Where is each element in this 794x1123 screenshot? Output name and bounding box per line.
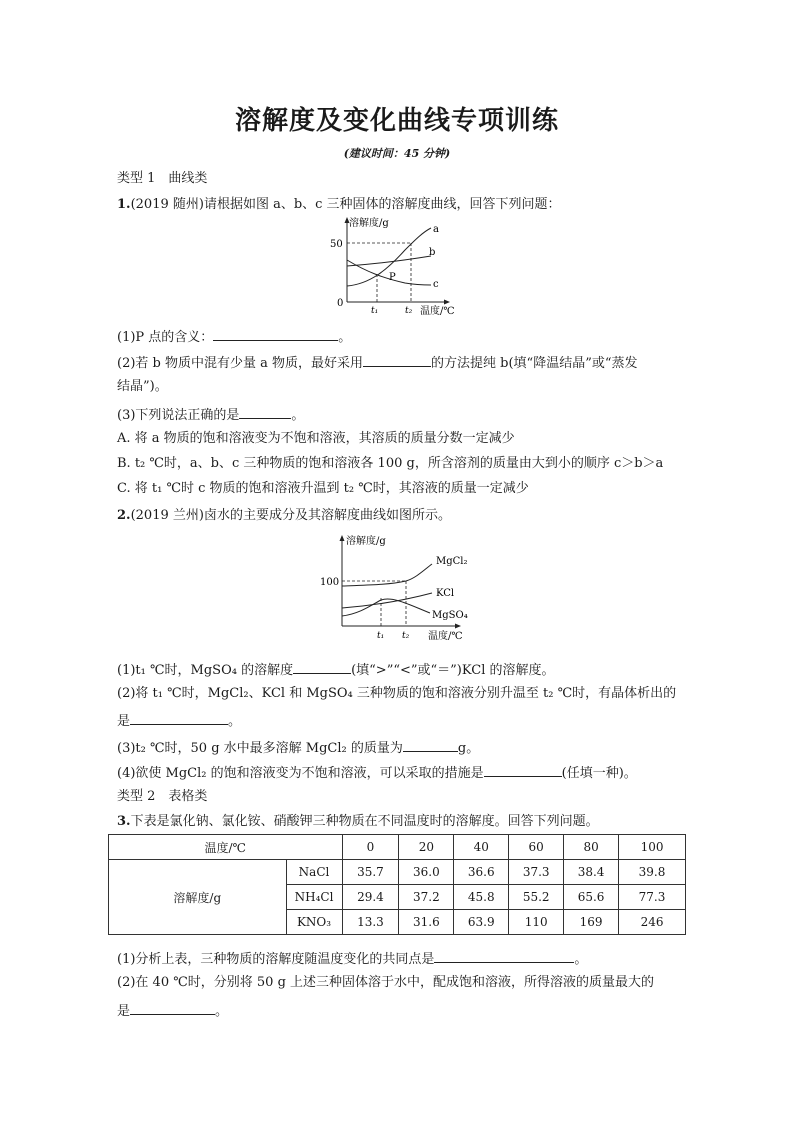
suggested-time: (建议时间：45 分钟) bbox=[343, 147, 451, 160]
q1-sub3-end: 。 bbox=[291, 408, 305, 423]
q3-sub2: (2)在 40 ℃时，分别将 50 g 上述三种固体溶于水中，配成饱和溶液，所得溶液的质量最大的 bbox=[117, 975, 655, 990]
section-heading-curves: 类型 1 曲线类 bbox=[117, 171, 208, 186]
q2-sub1-text2: (填“>”“<”或“＝”)KCl 的溶解度。 bbox=[351, 663, 555, 678]
table-cell: 37.2 bbox=[399, 885, 454, 910]
q2-x-axis-arrow bbox=[455, 624, 461, 629]
q1-stem: (2019 随州)请根据如图 a、b、c 三种固体的溶解度曲线，回答下列问题： bbox=[130, 197, 561, 212]
q2-sub4 bbox=[117, 762, 637, 783]
q1-curve-b-label: b bbox=[429, 247, 436, 258]
table-row-name: NaCl bbox=[286, 860, 342, 885]
q3-sub1-end: 。 bbox=[574, 952, 588, 967]
table-row-name: KNO₃ bbox=[286, 910, 342, 935]
q1-curve-b bbox=[347, 256, 431, 266]
table-header-label: 温度/℃ bbox=[109, 835, 343, 860]
q3-stem: 下表是氯化钠、氯化铵、硝酸钾三种物质在不同温度时的溶解度。回答下列问题。 bbox=[130, 814, 599, 829]
q2-label-mgcl2: MgCl₂ bbox=[436, 556, 468, 567]
table-header-cell: 40 bbox=[454, 835, 509, 860]
table-cell: 35.7 bbox=[342, 860, 399, 885]
q3-number: 3. bbox=[117, 814, 131, 829]
q3-sub2-end: 。 bbox=[215, 1004, 229, 1019]
q1-sub3-text: (3)下列说法正确的是 bbox=[117, 408, 240, 423]
q3-sub2-text: 是 bbox=[117, 1004, 131, 1019]
q2-sub2-cont bbox=[117, 710, 241, 731]
q1-sub2-text2: 的方法提纯 b(填“降温结晶”或“蒸发 bbox=[431, 356, 638, 371]
q1-option-b: B. t₂ ℃时，a、b、c 三种物质的饱和溶液各 100 g，所含溶剂的质量由大到小的顺序 c＞b＞a bbox=[117, 456, 664, 471]
q3-sub2-blank[interactable] bbox=[130, 1000, 215, 1015]
table-header-row bbox=[109, 835, 686, 860]
q1-sub1-text: (1)P 点的含义： bbox=[117, 330, 214, 345]
q1-option-a: A. 将 a 物质的饱和溶液变为不饱和溶液，其溶质的质量分数一定减少 bbox=[117, 431, 515, 446]
q2-sub3-blank[interactable] bbox=[403, 737, 458, 752]
q2-stem-line bbox=[117, 507, 451, 525]
q2-y-label: 溶解度/g bbox=[346, 536, 386, 547]
table-cell: 65.6 bbox=[564, 885, 619, 910]
q2-stem: (2019 兰州)卤水的主要成分及其溶解度曲线如图所示。 bbox=[130, 508, 451, 523]
q1-option-c: C. 将 t₁ ℃时 c 物质的饱和溶液升温到 t₂ ℃时，其溶液的质量一定减少 bbox=[117, 481, 529, 496]
q2-sub1-blank[interactable] bbox=[293, 659, 351, 674]
table-cell: 39.8 bbox=[619, 860, 686, 885]
q1-point-p: P bbox=[389, 272, 396, 283]
q1-solubility-chart bbox=[325, 212, 475, 322]
q1-x-label: 温度/℃ bbox=[420, 306, 455, 317]
table-header-cell: 20 bbox=[399, 835, 454, 860]
q2-t2-label: t₂ bbox=[402, 631, 410, 641]
q2-x-label: 温度/℃ bbox=[428, 631, 463, 642]
q3-sub2-cont bbox=[117, 1000, 228, 1021]
q2-sub4-blank[interactable] bbox=[484, 762, 562, 777]
table-header-cell: 60 bbox=[509, 835, 564, 860]
table-cell: 169 bbox=[564, 910, 619, 935]
q1-origin-label: 0 bbox=[337, 298, 344, 309]
q2-sub3 bbox=[117, 737, 479, 758]
q3-sub1-blank[interactable] bbox=[434, 948, 574, 963]
table-cell: 55.2 bbox=[509, 885, 564, 910]
q1-sub1 bbox=[117, 326, 351, 347]
q1-sub2-blank[interactable] bbox=[363, 352, 431, 367]
table-row-group-label: 溶解度/g bbox=[109, 860, 287, 935]
section-heading-tables: 类型 2 表格类 bbox=[117, 789, 208, 804]
table-cell: 13.3 bbox=[342, 910, 399, 935]
table-cell: 31.6 bbox=[399, 910, 454, 935]
q2-sub4-text: (4)欲使 MgCl₂ 的饱和溶液变为不饱和溶液，可以采取的措施是 bbox=[117, 766, 484, 781]
q2-sub1-text: (1)t₁ ℃时，MgSO₄ 的溶解度 bbox=[117, 663, 294, 678]
q2-curve-mgcl2 bbox=[342, 564, 432, 586]
q2-sub1 bbox=[117, 659, 554, 680]
q1-t2-label: t₂ bbox=[405, 306, 413, 316]
q2-sub2-end: 。 bbox=[228, 714, 242, 729]
q2-curve-mgso4 bbox=[342, 599, 430, 616]
page-title: 溶解度及变化曲线专项训练 bbox=[234, 106, 559, 136]
table-header-cell: 80 bbox=[564, 835, 619, 860]
q1-curve-a-label: a bbox=[433, 224, 439, 235]
q1-sub2-text: (2)若 b 物质中混有少量 a 物质，最好采用 bbox=[117, 356, 364, 371]
q1-y-tick-50: 50 bbox=[330, 239, 343, 250]
table-cell: 36.0 bbox=[399, 860, 454, 885]
table-cell: 37.3 bbox=[509, 860, 564, 885]
q1-number: 1. bbox=[117, 197, 131, 212]
q3-sub1-text: (1)分析上表，三种物质的溶解度随温度变化的共同点是 bbox=[117, 952, 435, 967]
q1-curve-c-label: c bbox=[433, 279, 439, 290]
q2-sub3-text: (3)t₂ ℃时，50 g 水中最多溶解 MgCl₂ 的质量为 bbox=[117, 741, 403, 756]
solubility-table bbox=[108, 834, 686, 935]
q2-sub4-end: (任填一种)。 bbox=[561, 766, 637, 781]
q2-y-axis-arrow bbox=[340, 535, 345, 541]
q1-sub2 bbox=[117, 352, 638, 373]
table-cell: 38.4 bbox=[564, 860, 619, 885]
table-cell: 246 bbox=[619, 910, 686, 935]
q2-label-mgso4: MgSO₄ bbox=[432, 610, 468, 621]
q2-sub2-blank[interactable] bbox=[130, 710, 228, 725]
q2-t1-label: t₁ bbox=[377, 631, 385, 641]
q2-solubility-chart bbox=[318, 530, 488, 645]
q2-sub3-end: g。 bbox=[457, 741, 480, 756]
table-header-cell: 100 bbox=[619, 835, 686, 860]
q1-t1-label: t₁ bbox=[371, 306, 379, 316]
table-cell: 36.6 bbox=[454, 860, 509, 885]
q1-sub3 bbox=[117, 404, 304, 425]
q2-y-tick-100: 100 bbox=[320, 577, 340, 588]
q2-number: 2. bbox=[117, 508, 131, 523]
table-cell: 29.4 bbox=[342, 885, 399, 910]
q1-x-axis-arrow bbox=[444, 300, 450, 305]
table-cell: 63.9 bbox=[454, 910, 509, 935]
table-header-cell: 0 bbox=[342, 835, 399, 860]
q1-sub2-cont: 结晶”)。 bbox=[117, 379, 168, 394]
table-cell: 110 bbox=[509, 910, 564, 935]
table-cell: 77.3 bbox=[619, 885, 686, 910]
q1-sub3-blank[interactable] bbox=[239, 404, 291, 419]
q1-y-label: 溶解度/g bbox=[349, 218, 389, 229]
table-cell: 45.8 bbox=[454, 885, 509, 910]
q2-sub2: (2)将 t₁ ℃时，MgCl₂、KCl 和 MgSO₄ 三种物质的饱和溶液分别升温至 t₂ ℃时，有晶体析出的 bbox=[117, 686, 677, 701]
q3-sub1 bbox=[117, 948, 587, 969]
q3-stem-line bbox=[117, 813, 599, 831]
q2-curve-kcl bbox=[342, 593, 432, 608]
table-row-name: NH₄Cl bbox=[286, 885, 342, 910]
q1-sub1-blank[interactable] bbox=[213, 326, 338, 341]
q2-label-kcl: KCl bbox=[436, 588, 455, 599]
table-row bbox=[109, 860, 686, 885]
q1-sub1-end: 。 bbox=[338, 330, 352, 345]
q2-sub2-text: 是 bbox=[117, 714, 131, 729]
